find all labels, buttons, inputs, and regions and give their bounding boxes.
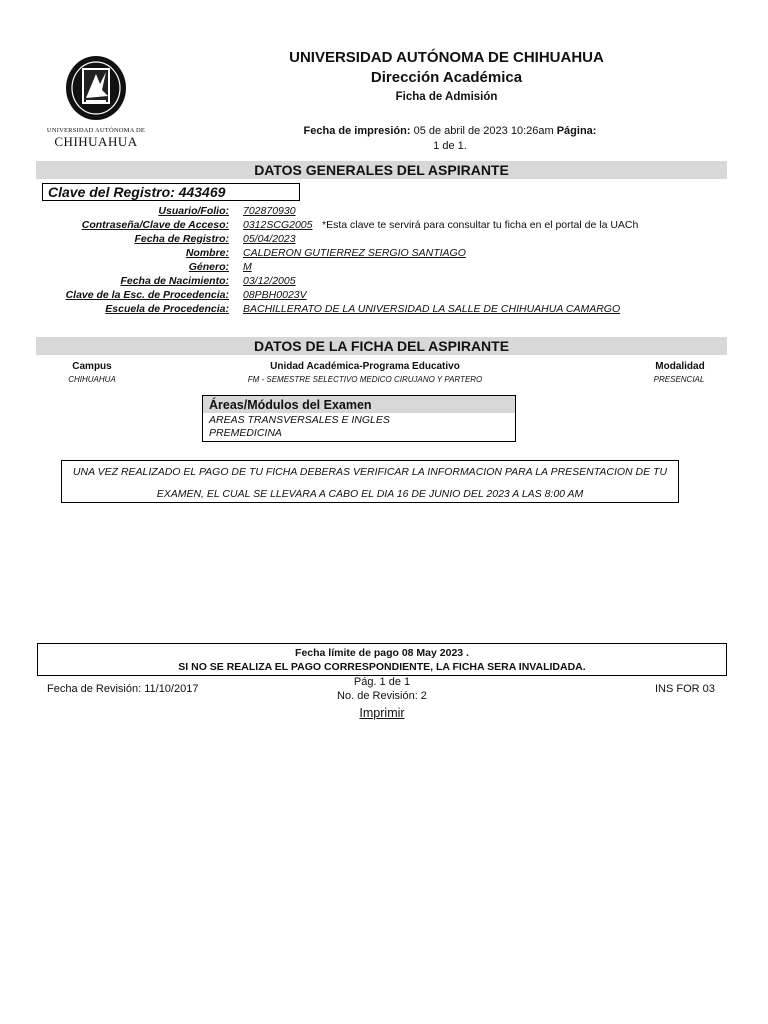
document-title: Ficha de Admisión	[395, 91, 498, 103]
print-date-label: Fecha de impresión:	[303, 125, 411, 137]
registration-key: Clave del Registro: 443469	[42, 183, 300, 201]
field-value-name: CALDERON GUTIERREZ SERGIO SANTIAGO	[243, 247, 466, 259]
exam-notice-line1: UNA VEZ REALIZADO EL PAGO DE TU FICHA DEBERAS VERIFICAR LA INFORMACION PARA LA PRESENTACION DE TU	[72, 466, 668, 478]
payment-deadline: Fecha límite de pago 08 May 2023 .	[295, 647, 469, 659]
field-label-folio: Usuario/Folio:	[158, 205, 229, 217]
unidad-label: Unidad Académica-Programa Educativo	[270, 361, 460, 372]
page-label: Página:	[556, 125, 597, 137]
logo-text-large: CHIHUAHUA	[54, 134, 138, 149]
print-date: 05 de abril de 2023 10:26am	[413, 125, 554, 137]
exam-area-item: PREMEDICINA	[209, 427, 282, 439]
footer-page-info	[300, 675, 464, 703]
payment-deadline-box	[37, 643, 727, 676]
exam-areas-title: Áreas/Módulos del Examen	[203, 396, 515, 413]
field-value-password: 0312SCG2005	[243, 219, 313, 231]
exam-area-item: AREAS TRANSVERSALES E INGLES	[209, 414, 390, 426]
print-link[interactable]: Imprimir	[359, 706, 405, 720]
campus-label: Campus	[72, 361, 112, 372]
page-value: 1 de 1.	[433, 140, 467, 152]
password-note: *Esta clave te servirá para consultar tu ficha en el portal de la UACh	[322, 219, 639, 231]
field-value-registration-date: 05/04/2023	[243, 233, 296, 245]
field-value-school-key: 08PBH0023V	[243, 289, 307, 301]
field-label-password: Contraseña/Clave de Acceso:	[81, 219, 229, 231]
exam-notice	[61, 460, 679, 503]
field-label-school: Escuela de Procedencia:	[105, 303, 229, 315]
revision-number: No. de Revisión: 2	[337, 690, 427, 702]
field-value-birthdate: 03/12/2005	[243, 275, 296, 287]
direction-title: Dirección Académica	[370, 69, 523, 86]
exam-areas-box	[202, 395, 516, 442]
logo-text-small: UNIVERSIDAD AUTÓNOMA DE	[46, 127, 146, 134]
modalidad-value: PRESENCIAL	[653, 375, 705, 384]
modalidad-label: Modalidad	[655, 361, 705, 372]
field-value-school: BACHILLERATO DE LA UNIVERSIDAD LA SALLE DE CHIHUAHUA CAMARGO	[243, 303, 621, 315]
field-label-birthdate: Fecha de Nacimiento:	[120, 275, 229, 287]
payment-warning: SI NO SE REALIZA EL PAGO CORRESPONDIENTE, LA FICHA SERA INVALIDADA.	[178, 661, 586, 673]
unidad-value: FM - SEMESTRE SELECTIVO MEDICO CIRUJANO Y PARTERO	[247, 375, 483, 384]
field-label-name: Nombre:	[185, 247, 229, 259]
university-title: UNIVERSIDAD AUTÓNOMA DE CHIHUAHUA	[289, 49, 604, 66]
field-value-gender: M	[243, 261, 252, 273]
page-count: Pág. 1 de 1	[353, 676, 411, 688]
ficha-section-title: DATOS DE LA FICHA DEL ASPIRANTE	[36, 337, 727, 355]
field-value-folio: 702870930	[243, 205, 296, 217]
campus-value: CHIHUAHUA	[68, 375, 116, 384]
field-label-gender: Género:	[188, 261, 229, 273]
form-code: INS FOR 03	[655, 683, 715, 695]
revision-date: Fecha de Revisión: 11/10/2017	[47, 683, 199, 695]
field-label-school-key: Clave de la Esc. de Procedencia:	[65, 289, 229, 301]
exam-notice-line2: EXAMEN, EL CUAL SE LLEVARA A CABO EL DIA 16 DE JUNIO DEL 2023 A LAS 8:00 AM	[156, 488, 584, 500]
general-section-title: DATOS GENERALES DEL ASPIRANTE	[36, 161, 727, 179]
field-label-registration-date: Fecha de Registro:	[134, 233, 229, 245]
print-info	[280, 124, 620, 154]
